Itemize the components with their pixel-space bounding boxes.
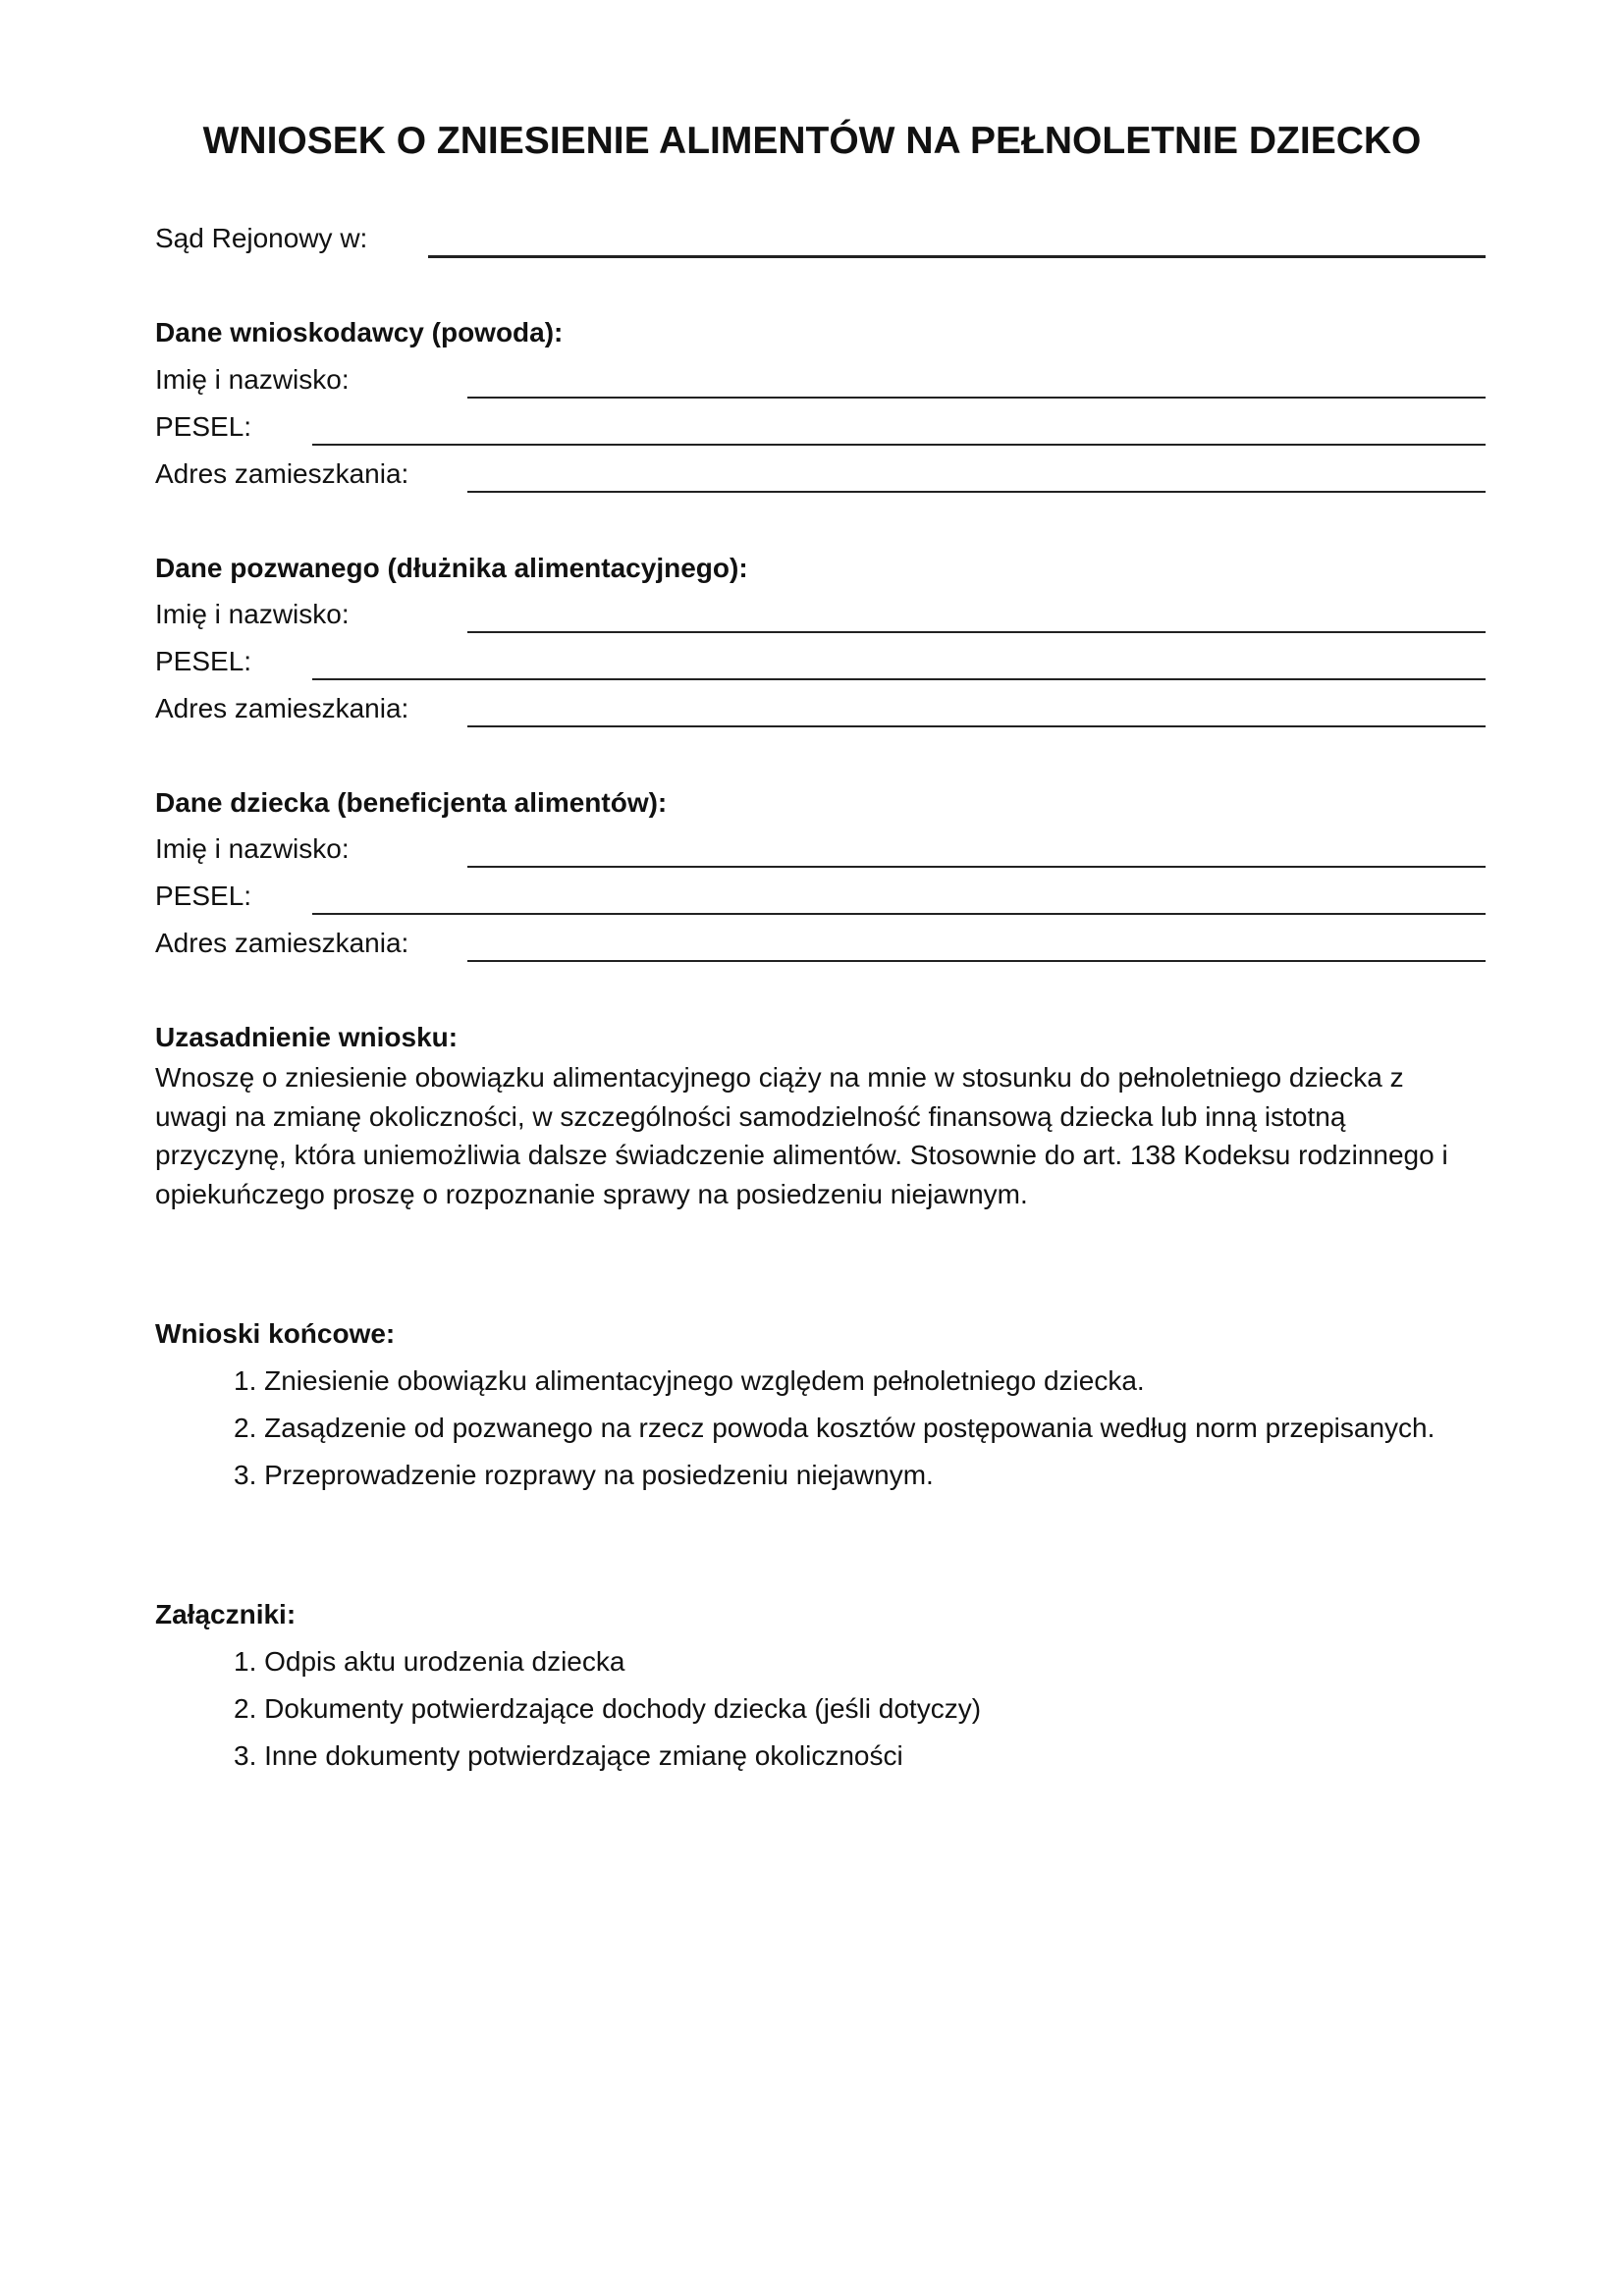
child-pesel-field[interactable] xyxy=(312,913,1486,915)
justification-line: opiekuńczego proszę o rozpoznanie sprawy na posiedzeniu niejawnym. xyxy=(155,1178,1028,1209)
child-pesel-label: PESEL: xyxy=(155,881,252,911)
document-title: WNIOSEK O ZNIESIENIE ALIMENTÓW NA PEŁNOLETNIE DZIECKO xyxy=(202,120,1422,162)
plaintiff-name-label: Imię i nazwisko: xyxy=(155,364,350,395)
plaintiff-name-field[interactable] xyxy=(467,397,1486,399)
defendant-heading: Dane pozwanego (dłużnika alimentacyjnego): xyxy=(155,553,748,583)
justification-line: Wnoszę o zniesienie obowiązku alimentacyjnego ciąży na mnie w stosunku do pełnoletniego dziecka z xyxy=(155,1062,1404,1093)
defendant-pesel-field[interactable] xyxy=(312,678,1486,680)
child-address-label: Adres zamieszkania: xyxy=(155,928,409,958)
child-name-field[interactable] xyxy=(467,866,1486,868)
plaintiff-pesel-field[interactable] xyxy=(312,444,1486,446)
justification-line: uwagi na zmianę okoliczności, w szczególności samodzielność finansową dziecka lub inną istotną xyxy=(155,1100,1346,1132)
child-heading: Dane dziecka (beneficjenta alimentów): xyxy=(155,787,668,818)
plaintiff-address-label: Adres zamieszkania: xyxy=(155,458,409,489)
justification-heading: Uzasadnienie wniosku: xyxy=(155,1022,459,1052)
defendant-pesel-label: PESEL: xyxy=(155,646,252,676)
final-requests-heading: Wnioski końcowe: xyxy=(155,1318,396,1349)
attachments-heading: Załączniki: xyxy=(155,1599,297,1629)
plaintiff-pesel-label: PESEL: xyxy=(155,411,252,442)
list-item: 2. Zasądzenie od pozwanego na rzecz powoda kosztów postępowania według norm przepisanych. xyxy=(234,1413,1435,1443)
list-item: 1. Odpis aktu urodzenia dziecka xyxy=(234,1646,625,1677)
defendant-name-label: Imię i nazwisko: xyxy=(155,599,350,629)
court-label: Sąd Rejonowy w: xyxy=(155,223,368,253)
justification-text xyxy=(155,1058,1471,1213)
child-name-label: Imię i nazwisko: xyxy=(155,833,350,864)
justification-line: przyczynę, która uniemożliwia dalsze świadczenie alimentów. Stosownie do art. 138 Kodeksu rodzinnego i xyxy=(155,1140,1448,1170)
child-address-field[interactable] xyxy=(467,960,1486,962)
plaintiff-heading: Dane wnioskodawcy (powoda): xyxy=(155,317,564,347)
defendant-name-field[interactable] xyxy=(467,631,1486,633)
list-item: 3. Przeprowadzenie rozprawy na posiedzeniu niejawnym. xyxy=(234,1460,934,1490)
plaintiff-address-field[interactable] xyxy=(467,491,1486,493)
list-item: 3. Inne dokumenty potwierdzające zmianę okoliczności xyxy=(234,1740,903,1771)
list-item: 2. Dokumenty potwierdzające dochody dziecka (jeśli dotyczy) xyxy=(234,1693,982,1724)
court-field[interactable] xyxy=(428,255,1486,258)
list-item: 1. Zniesienie obowiązku alimentacyjnego względem pełnoletniego dziecka. xyxy=(234,1365,1145,1396)
defendant-address-field[interactable] xyxy=(467,725,1486,727)
defendant-address-label: Adres zamieszkania: xyxy=(155,693,409,723)
